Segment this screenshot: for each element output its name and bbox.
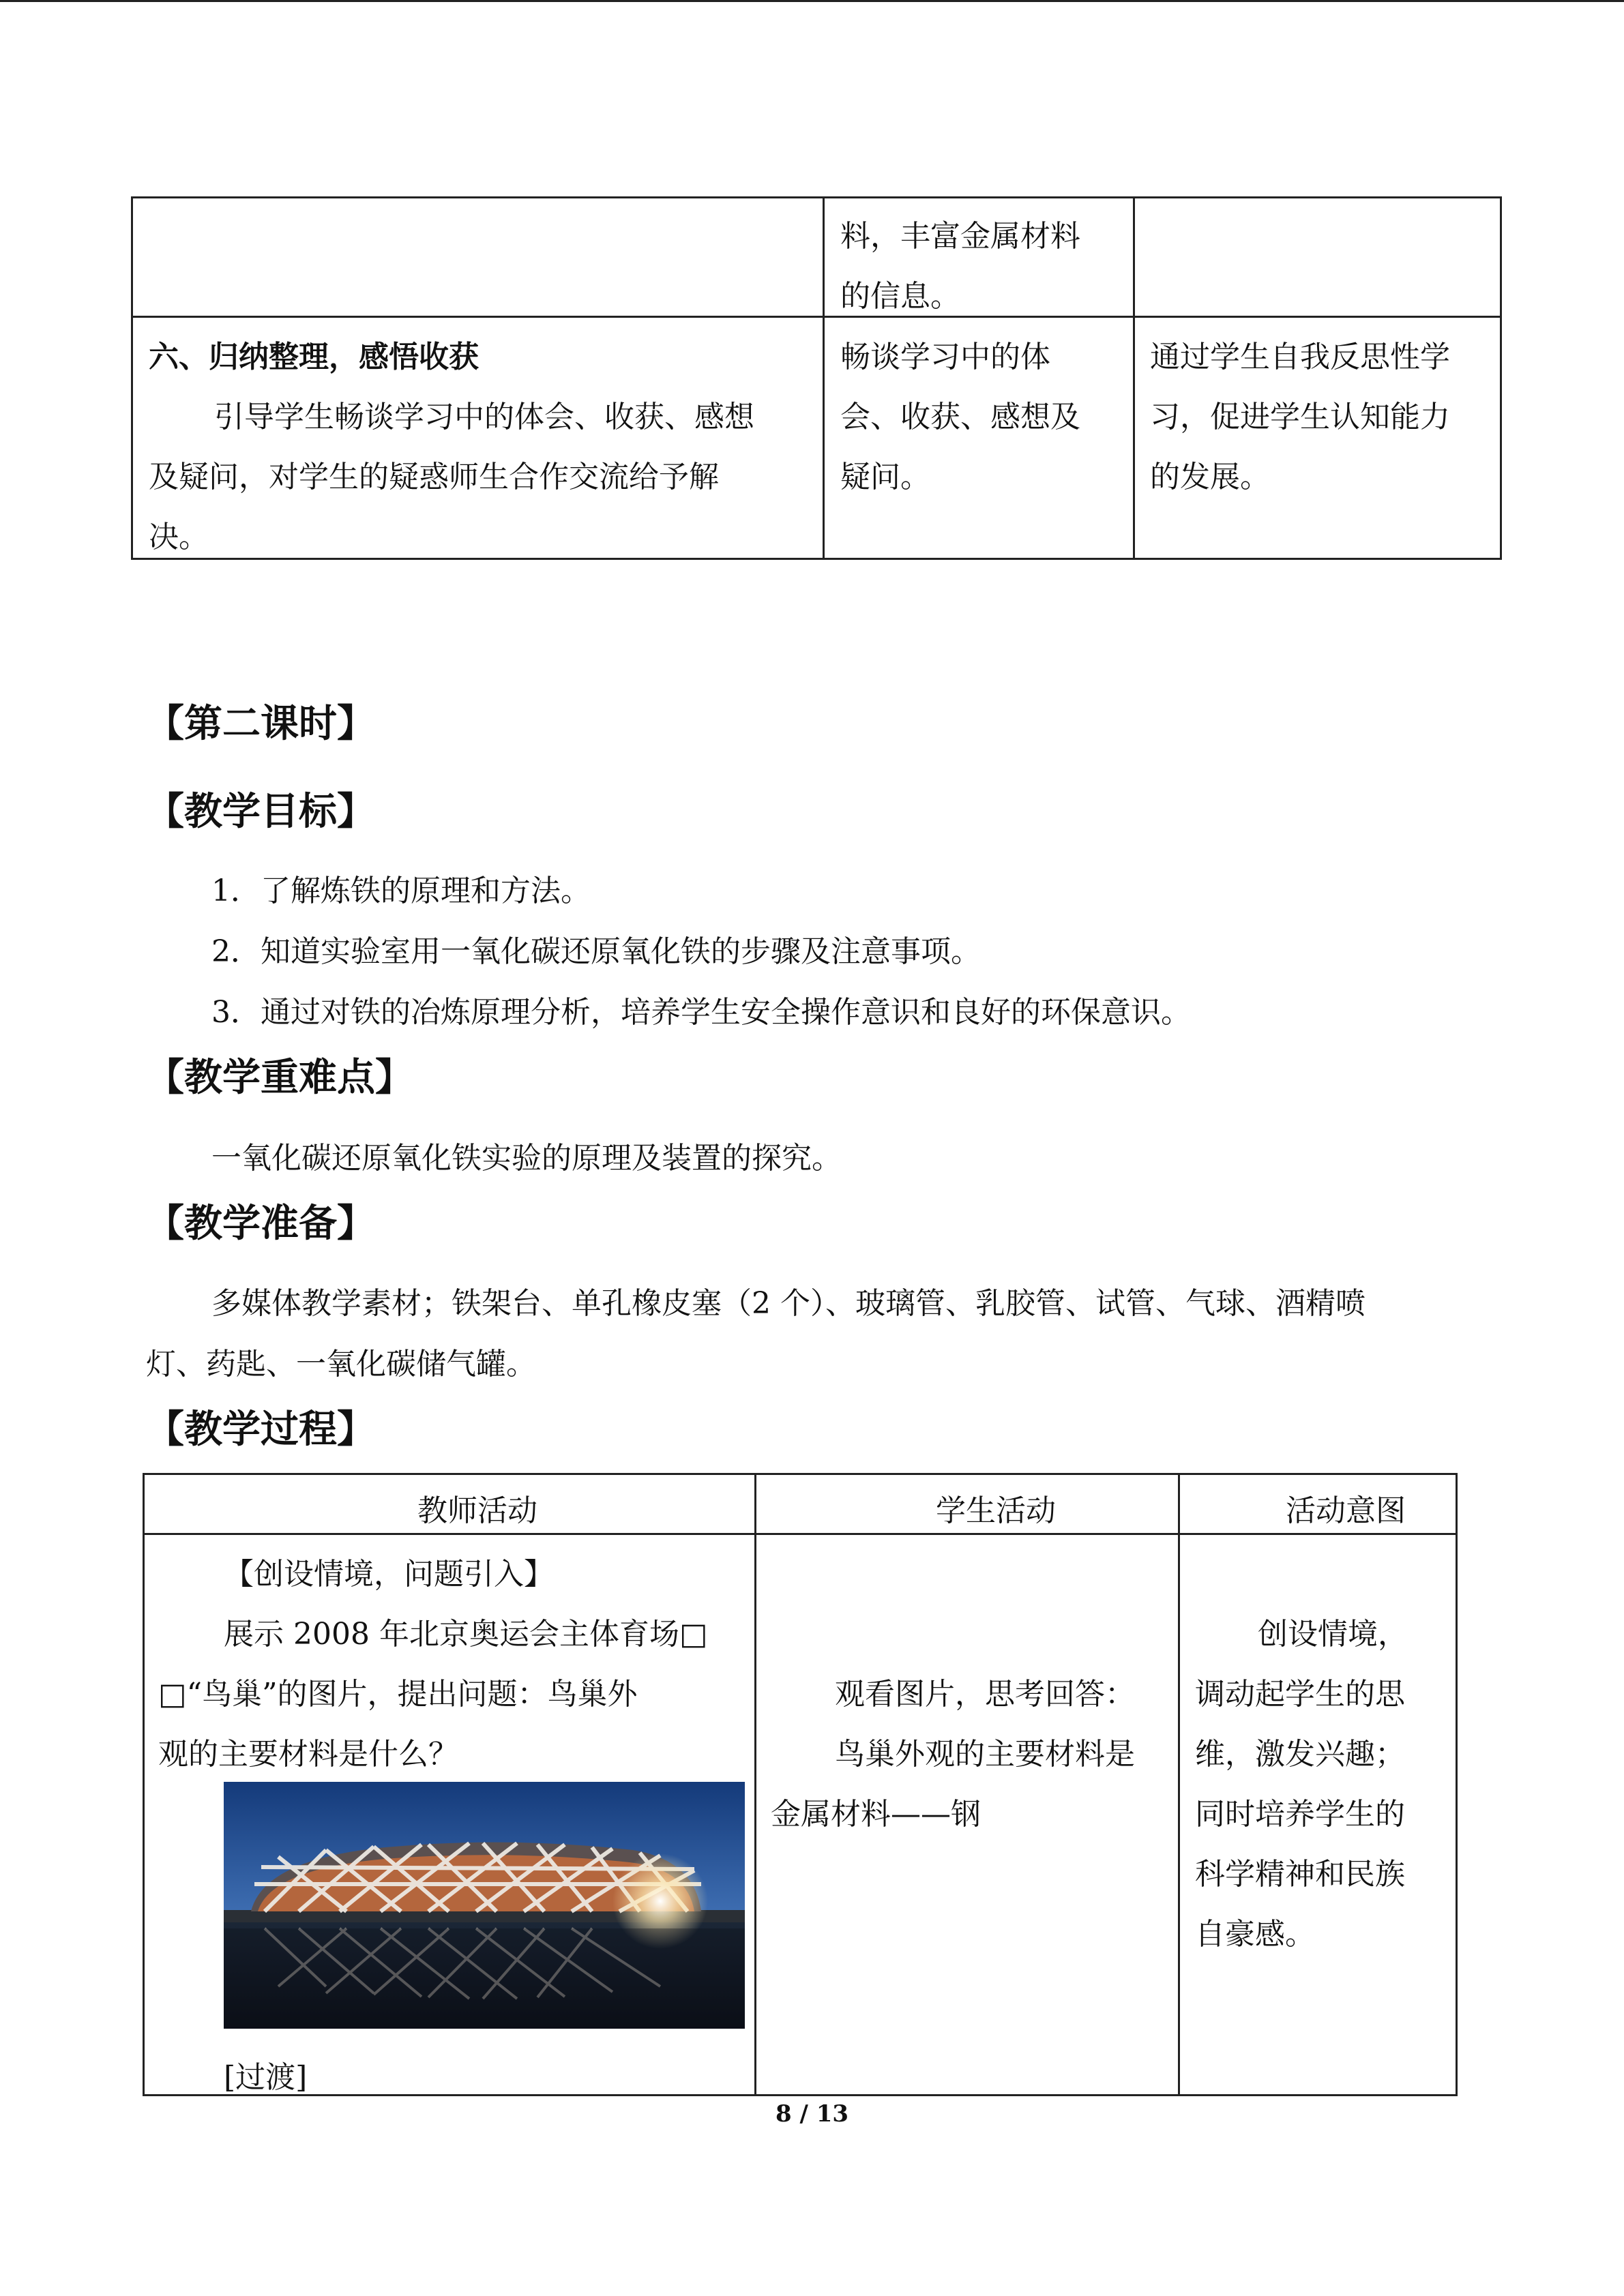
table-cell-text: 引导学生畅谈学习中的体会、收获、感想 (214, 400, 754, 434)
table-cell-text: 通过学生自我反思性学 (1150, 340, 1450, 374)
table-cell-text: 及疑问，对学生的疑惑师生合作交流给予解 (149, 460, 719, 494)
student-activity-text: 金属材料——钢 (771, 1797, 981, 1832)
process-heading: 【教学过程】 (146, 1407, 375, 1452)
table-cell-text: 畅谈学习中的体 (840, 340, 1050, 374)
section-six-title: 六、归纳整理，感悟收获 (149, 340, 479, 374)
transition-label: [过渡] (224, 2060, 308, 2095)
table-cell-text: 决。 (149, 520, 209, 554)
intent-text: 自豪感。 (1195, 1917, 1315, 1952)
teacher-activity-text: 【创设情境，问题引入】 (224, 1557, 554, 1592)
table-cell-text: 会、收获、感想及 (840, 400, 1080, 434)
objective-item: 2．知道实验室用一氧化碳还原氧化铁的步骤及注意事项。 (211, 934, 981, 969)
page-number: 8 / 13 (775, 2100, 849, 2128)
intent-text: 调动起学生的思 (1195, 1677, 1405, 1712)
key-points-heading: 【教学重难点】 (146, 1055, 413, 1100)
intent-text: 维，激发兴趣； (1195, 1737, 1405, 1772)
student-activity-text: 鸟巢外观的主要材料是 (835, 1737, 1135, 1772)
objective-item: 1．了解炼铁的原理和方法。 (211, 874, 591, 908)
objectives-heading: 【教学目标】 (146, 789, 375, 834)
teacher-activity-text: 展示 2008 年北京奥运会主体育场□ (224, 1617, 708, 1652)
table-cell-text: 的发展。 (1150, 460, 1270, 494)
student-activity-text: 观看图片，思考回答： (835, 1677, 1135, 1712)
table-cell-text: 疑问。 (840, 460, 930, 494)
preparation-text: 多媒体教学素材；铁架台、单孔橡皮塞（2 个）、玻璃管、乳胶管、试管、气球、酒精喷 (211, 1286, 1365, 1321)
objective-item: 3．通过对铁的冶炼原理分析，培养学生安全操作意识和良好的环保意识。 (211, 995, 1191, 1030)
teacher-activity-text: □“鸟巢”的图片，提出问题：鸟巢外 (158, 1677, 638, 1712)
column-header-intent: 活动意图 (1286, 1493, 1406, 1528)
table-cell-text: 的信息。 (840, 279, 960, 314)
column-header-teacher: 教师活动 (417, 1493, 537, 1528)
column-header-student: 学生活动 (936, 1493, 1056, 1528)
preparation-heading: 【教学准备】 (146, 1201, 375, 1246)
intent-text: 创设情境， (1258, 1617, 1408, 1652)
key-points-text: 一氧化碳还原氧化铁实验的原理及装置的探究。 (211, 1141, 842, 1176)
table-cell-text: 料，丰富金属材料 (840, 219, 1080, 254)
table-cell-text: 习，促进学生认知能力 (1150, 400, 1450, 434)
lesson-title: 【第二课时】 (146, 701, 375, 746)
birds-nest-stadium-image (224, 1782, 745, 2029)
teacher-activity-text: 观的主要材料是什么？ (158, 1737, 458, 1772)
intent-text: 同时培养学生的 (1195, 1797, 1405, 1832)
preparation-text: 灯、药匙、一氧化碳储气罐。 (146, 1347, 536, 1382)
intent-text: 科学精神和民族 (1195, 1857, 1405, 1892)
